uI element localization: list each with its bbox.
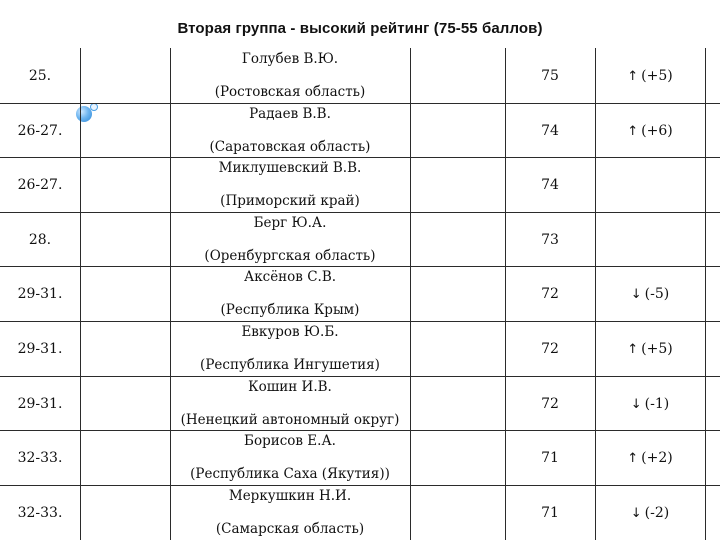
arrow-down-icon: ↓ [630,287,642,302]
rank-cell: 32-33. [17,505,63,521]
governor-name: Радаев В.В. [249,106,331,122]
rating-change-cell [595,450,705,466]
governor-name: Борисов Е.А. [244,433,336,449]
region-name: (Оренбургская область) [204,248,376,264]
governor-name: Кошин И.В. [248,379,332,395]
region-name: (Республика Ингушетия) [200,357,380,373]
rank-cell: 26-27. [17,123,63,139]
score-cell: 74 [541,177,559,193]
bubble-decoration-small [90,103,98,111]
rating-delta: (-5) [644,286,670,302]
rating-delta: (+2) [641,450,673,466]
table-row-border [0,103,720,104]
score-cell: 72 [541,341,559,357]
rating-change-cell [595,68,705,84]
score-cell: 71 [541,450,559,466]
table-row-border [0,321,720,322]
arrow-up-icon: ↑ [627,124,639,139]
rating-change-cell [595,505,705,521]
rating-change-cell [595,232,705,248]
region-name: (Республика Крым) [220,302,360,318]
table-row-border [0,376,720,377]
score-cell: 71 [541,505,559,521]
rating-delta: (+5) [641,341,673,357]
table-row-border [0,157,720,158]
score-cell: 72 [541,286,559,302]
governor-name: Берг Ю.А. [253,215,327,231]
rank-cell: 25. [28,68,52,84]
governor-name: Меркушкин Н.И. [228,488,352,504]
table-row-border [0,485,720,486]
score-cell: 74 [541,123,559,139]
rating-delta: (-2) [644,505,670,521]
table-column-border [410,48,411,540]
governor-name: Евкуров Ю.Б. [241,324,339,340]
governor-name: Аксёнов С.В. [243,269,337,285]
rank-cell: 29-31. [17,341,63,357]
rating-delta: (-1) [644,396,670,412]
arrow-down-icon: ↓ [630,506,642,521]
rank-cell: 28. [28,232,52,248]
rank-cell: 32-33. [17,450,63,466]
table-column-border [705,48,706,540]
score-cell: 72 [541,396,559,412]
arrow-up-icon: ↑ [627,451,639,466]
governor-name: Миклушевский В.В. [218,160,362,176]
region-name: (Саратовская область) [209,139,371,155]
arrow-up-icon: ↑ [627,342,639,357]
table-row-border [0,266,720,267]
table-column-border [80,48,81,540]
score-cell: 73 [541,232,559,248]
rating-delta: (+6) [641,123,673,139]
arrow-down-icon: ↓ [630,397,642,412]
score-cell: 75 [541,68,559,84]
region-name: (Ростовская область) [214,84,366,100]
table-row-border [0,212,720,213]
rating-change-cell [595,177,705,193]
rank-cell: 26-27. [17,177,63,193]
rating-change-cell [595,396,705,412]
region-name: (Приморский край) [220,193,360,209]
region-name: (Республика Саха (Якутия)) [190,466,390,482]
region-name: (Самарская область) [215,521,365,537]
rating-change-cell [595,341,705,357]
rating-change-cell [595,286,705,302]
arrow-up-icon: ↑ [627,69,639,84]
table-row-border [0,430,720,431]
rating-change-cell [595,123,705,139]
page-title: Вторая группа - высокий рейтинг (75-55 баллов) [177,20,543,37]
rank-cell: 29-31. [17,286,63,302]
rank-cell: 29-31. [17,396,63,412]
governor-name: Голубев В.Ю. [241,51,339,67]
region-name: (Ненецкий автономный округ) [180,412,400,428]
rating-delta: (+5) [641,68,673,84]
